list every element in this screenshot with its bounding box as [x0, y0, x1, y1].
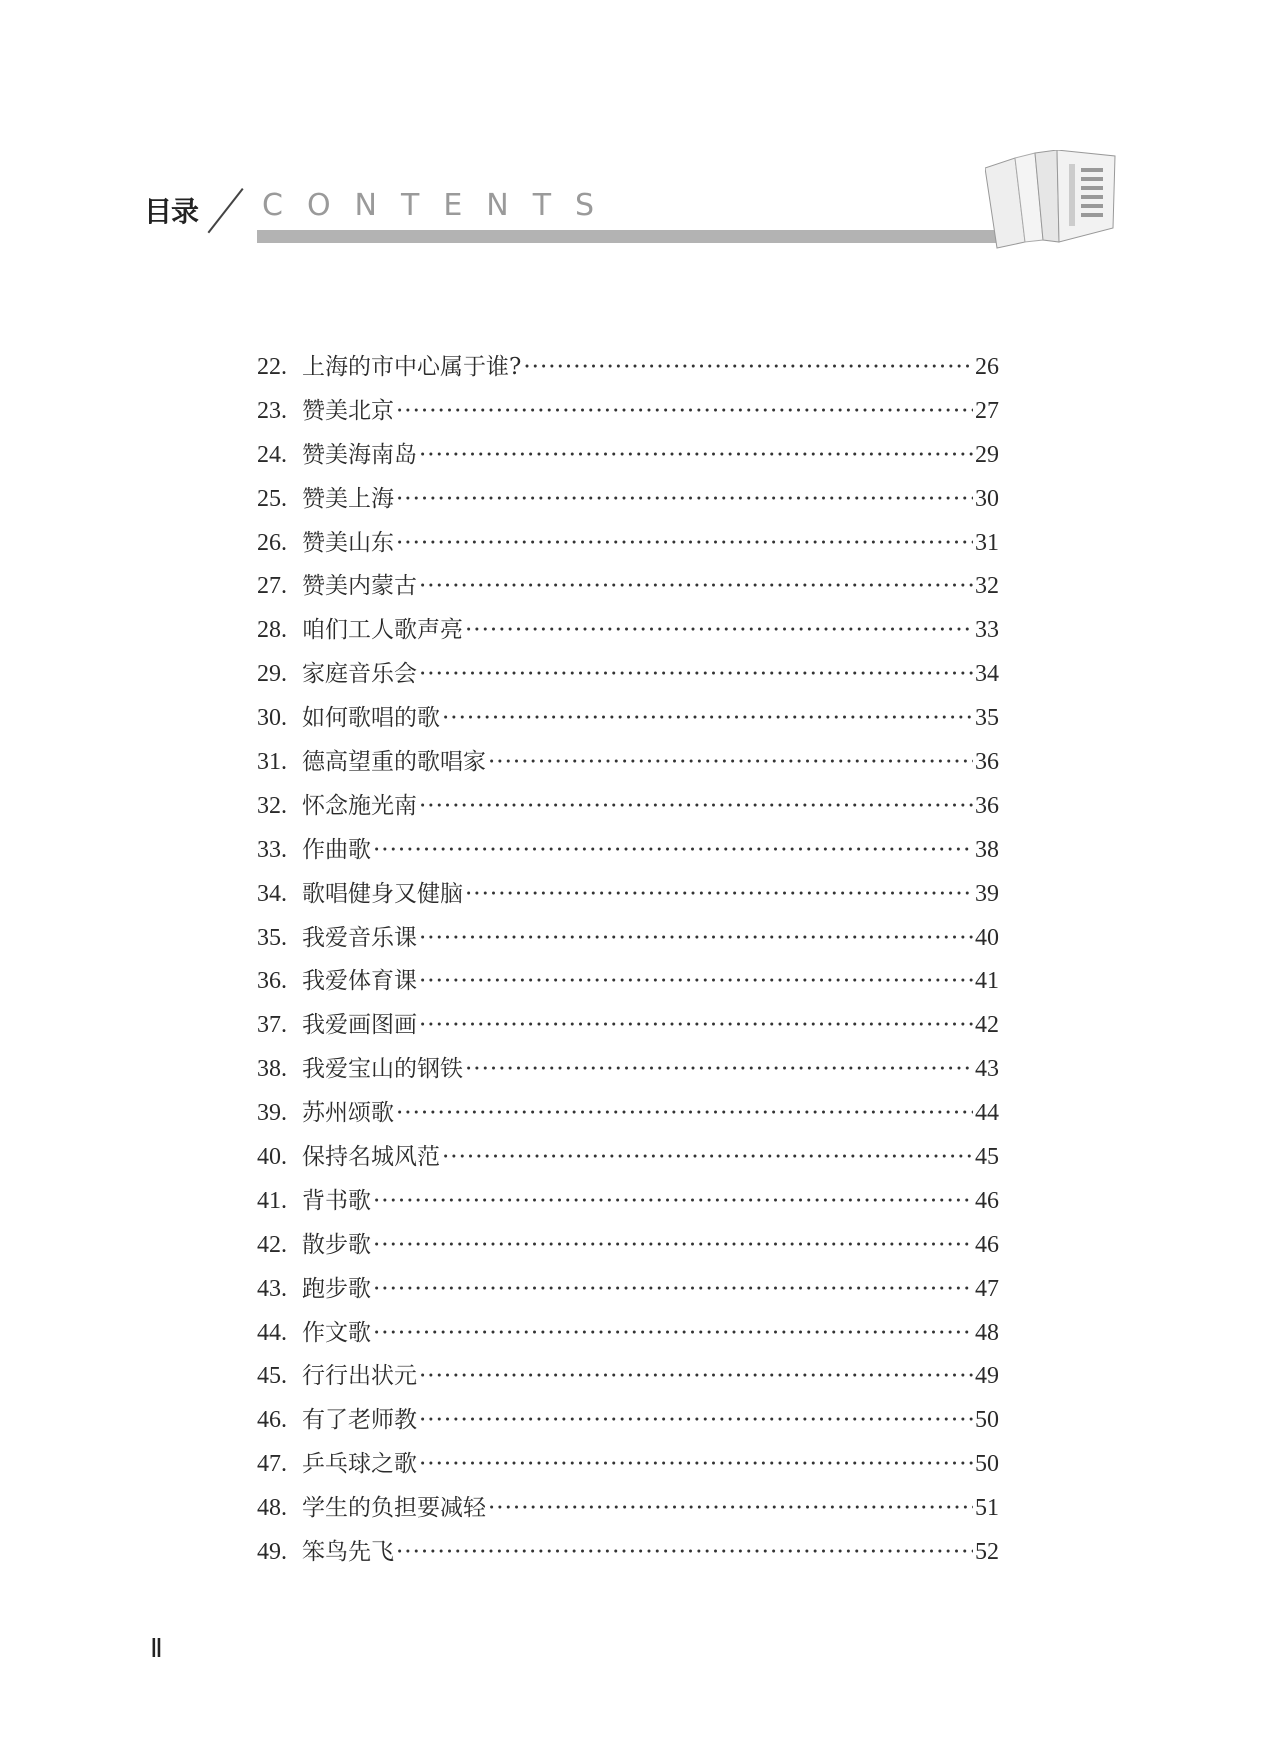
entry-number: 28.	[257, 617, 287, 644]
entry-title: 散步歌	[302, 1231, 371, 1258]
dot-leader	[373, 1228, 973, 1262]
entry-page: 42	[975, 1012, 999, 1039]
dot-leader	[419, 657, 973, 691]
entry-title: 学生的负担要减轻	[302, 1495, 486, 1522]
entry-page: 46	[975, 1187, 999, 1214]
entry-title: 咱们工人歌声亮	[302, 617, 463, 644]
entry-number: 33.	[257, 836, 287, 863]
entry-number: 37.	[257, 1012, 287, 1039]
entry-page: 49	[975, 1363, 999, 1390]
toc-entry[interactable]	[257, 833, 999, 877]
entry-title: 保持名城风范	[302, 1144, 440, 1171]
entry-number: 31.	[257, 749, 287, 776]
dot-leader	[373, 833, 973, 867]
entry-number: 36.	[257, 968, 287, 995]
toc-entry[interactable]	[257, 877, 999, 921]
entry-page: 50	[975, 1407, 999, 1434]
entry-page: 39	[975, 880, 999, 907]
dot-leader	[419, 1008, 973, 1042]
dot-leader	[419, 569, 973, 603]
entry-title: 赞美内蒙古	[302, 573, 417, 600]
toc-entry[interactable]	[257, 394, 999, 438]
entry-title: 乒乓球之歌	[302, 1451, 417, 1478]
toc-entry[interactable]	[257, 1535, 999, 1579]
entry-page: 31	[975, 529, 999, 556]
entry-number: 44.	[257, 1319, 287, 1346]
entry-page: 26	[975, 354, 999, 380]
entry-title: 赞美海南岛	[302, 441, 417, 468]
entry-number: 45.	[257, 1363, 287, 1390]
dot-leader	[419, 1359, 973, 1393]
entry-number: 47.	[257, 1451, 287, 1478]
entry-title: 如何歌唱的歌	[302, 705, 440, 732]
toc-entry[interactable]	[257, 526, 999, 570]
entry-title: 我爱音乐课	[302, 924, 417, 951]
entry-title: 我爱宝山的钢铁	[302, 1056, 463, 1083]
dot-leader	[396, 526, 973, 560]
entry-number: 23.	[257, 397, 287, 424]
dot-leader	[419, 1447, 973, 1481]
dot-leader	[419, 789, 973, 823]
dot-leader	[373, 1316, 973, 1350]
entry-number: 35.	[257, 924, 287, 951]
dot-leader	[442, 1140, 973, 1174]
entry-page: 29	[975, 441, 999, 468]
entry-number: 48.	[257, 1495, 287, 1522]
entry-number: 32.	[257, 792, 287, 819]
toc-entry[interactable]	[257, 701, 999, 745]
entry-page: 48	[975, 1319, 999, 1346]
dot-leader	[465, 877, 973, 911]
entry-title: 家庭音乐会	[302, 661, 417, 688]
entry-page: 52	[975, 1539, 999, 1566]
entry-title: 背书歌	[302, 1187, 371, 1214]
entry-number: 25.	[257, 485, 287, 512]
header-slash-divider	[208, 188, 244, 233]
entry-number: 38.	[257, 1056, 287, 1083]
entry-number: 42.	[257, 1231, 287, 1258]
toc-entry[interactable]	[257, 1008, 999, 1052]
entry-title: 赞美山东	[302, 529, 394, 556]
entry-title: 赞美上海	[302, 485, 394, 512]
entry-number: 49.	[257, 1539, 287, 1566]
entry-title: 有了老师教	[302, 1407, 417, 1434]
page-number: Ⅱ	[150, 1634, 163, 1663]
dot-leader	[419, 921, 973, 955]
entry-page: 27	[975, 397, 999, 424]
toc-entry[interactable]	[257, 1140, 999, 1184]
entry-page: 30	[975, 485, 999, 512]
entry-title: 怀念施光南	[302, 792, 417, 819]
entry-page: 45	[975, 1144, 999, 1171]
entry-page: 51	[975, 1495, 999, 1522]
entry-title: 苏州颂歌	[302, 1100, 394, 1127]
entry-number: 30.	[257, 705, 287, 732]
entry-page: 33	[975, 617, 999, 644]
toc-entry[interactable]	[257, 569, 999, 613]
toc-entry[interactable]	[257, 657, 999, 701]
table-of-contents	[257, 350, 999, 1579]
accordion-icon	[985, 150, 1120, 250]
entry-title: 跑步歌	[302, 1275, 371, 1302]
toc-entry[interactable]	[257, 350, 999, 394]
toc-entry[interactable]	[257, 1184, 999, 1228]
dot-leader	[419, 438, 973, 472]
entry-page: 46	[975, 1231, 999, 1258]
toc-entry[interactable]	[257, 789, 999, 833]
entry-number: 41.	[257, 1187, 287, 1214]
entry-page: 40	[975, 924, 999, 951]
entry-number: 46.	[257, 1407, 287, 1434]
dot-leader	[523, 350, 973, 384]
dot-leader	[442, 701, 973, 735]
entry-title: 作曲歌	[302, 836, 371, 863]
toc-entry[interactable]	[257, 964, 999, 1008]
entry-number: 24.	[257, 441, 287, 468]
dot-leader	[373, 1184, 973, 1218]
entry-page: 47	[975, 1275, 999, 1302]
dot-leader	[465, 1052, 973, 1086]
toc-entry[interactable]	[257, 745, 999, 789]
entry-page: 34	[975, 661, 999, 688]
toc-entry[interactable]	[257, 1096, 999, 1140]
entry-title: 德高望重的歌唱家	[302, 749, 486, 776]
entry-number: 40.	[257, 1144, 287, 1171]
toc-entry[interactable]	[257, 438, 999, 482]
entry-title: 我爱画图画	[302, 1012, 417, 1039]
toc-entry[interactable]	[257, 1052, 999, 1096]
toc-entry[interactable]	[257, 1447, 999, 1491]
entry-number: 22.	[257, 354, 287, 380]
dot-leader	[419, 964, 973, 998]
dot-leader	[396, 482, 973, 516]
entry-page: 38	[975, 836, 999, 863]
header-rule-bar	[257, 230, 1017, 243]
entry-number: 29.	[257, 661, 287, 688]
entry-title: 作文歌	[302, 1319, 371, 1346]
toc-entry[interactable]	[257, 1359, 999, 1403]
entry-number: 39.	[257, 1100, 287, 1127]
dot-leader	[488, 1491, 973, 1525]
toc-entry[interactable]	[257, 1228, 999, 1272]
toc-entry[interactable]	[257, 1403, 999, 1447]
entry-number: 26.	[257, 529, 287, 556]
entry-title: 歌唱健身又健脑	[302, 880, 463, 907]
toc-entry[interactable]	[257, 1491, 999, 1535]
entry-page: 41	[975, 968, 999, 995]
toc-entry[interactable]	[257, 921, 999, 965]
dot-leader	[396, 394, 973, 428]
entry-page: 43	[975, 1056, 999, 1083]
entry-title: 笨鸟先飞	[302, 1539, 394, 1566]
entry-page: 35	[975, 705, 999, 732]
dot-leader	[373, 1272, 973, 1306]
entry-number: 43.	[257, 1275, 287, 1302]
toc-entry[interactable]	[257, 613, 999, 657]
entry-title: 我爱体育课	[302, 968, 417, 995]
dot-leader	[488, 745, 973, 779]
entry-page: 50	[975, 1451, 999, 1478]
toc-entry[interactable]	[257, 1272, 999, 1316]
entry-title: 赞美北京	[302, 397, 394, 424]
toc-title-chinese: 目录	[144, 195, 199, 228]
toc-title-english: CONTENTS	[262, 188, 619, 223]
entry-title: 上海的市中心属于谁?	[302, 354, 522, 380]
dot-leader	[396, 1535, 973, 1569]
toc-entry[interactable]	[257, 482, 999, 526]
dot-leader	[419, 1403, 973, 1437]
dot-leader	[396, 1096, 973, 1130]
entry-page: 36	[975, 792, 999, 819]
entry-page: 36	[975, 749, 999, 776]
entry-number: 27.	[257, 573, 287, 600]
entry-page: 44	[975, 1100, 999, 1127]
dot-leader	[465, 613, 973, 647]
entry-page: 32	[975, 573, 999, 600]
entry-title: 行行出状元	[302, 1363, 417, 1390]
toc-entry[interactable]	[257, 1316, 999, 1360]
entry-number: 34.	[257, 880, 287, 907]
